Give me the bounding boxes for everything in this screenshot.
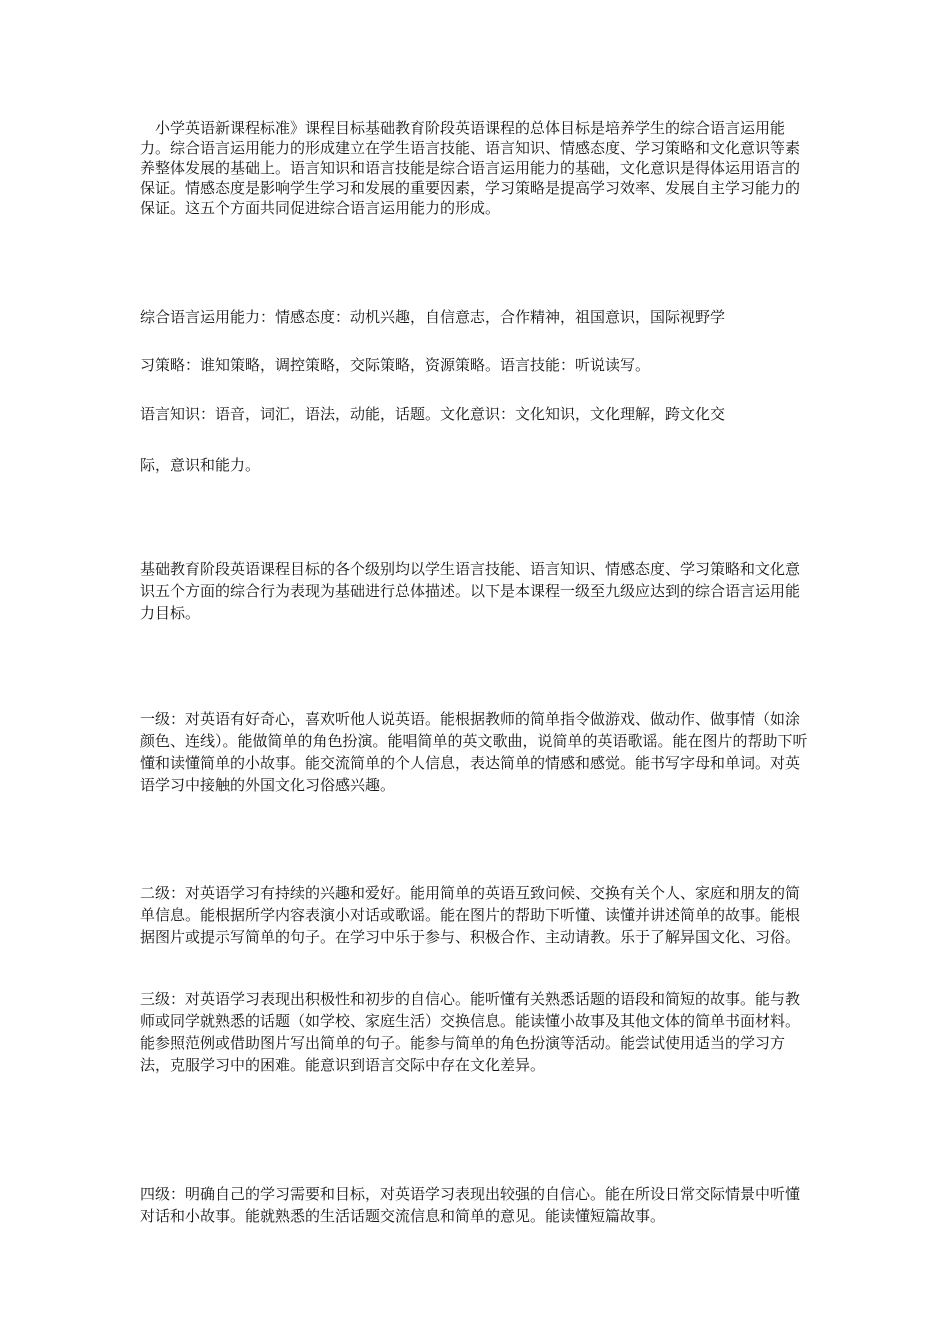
competence-line-4: 际，意识和能力。 [140, 456, 261, 474]
competence-line-1: 综合语言运用能力：情感态度：动机兴趣，自信意志，合作精神，祖国意识，国际视野学 [140, 308, 726, 326]
overview-paragraph: 基础教育阶段英语课程目标的各个级别均以学生语言技能、语言知识、情感态度、学习策略和文化意识五个方面的综合行为表现为基础进行总体描述。以下是本课程一级至九级应达到的综合语言运用能力目标。 [140, 560, 801, 622]
intro-paragraph: 小学英语新课程标准》课程目标基础教育阶段英语课程的总体目标是培养学生的综合语言运用能力。综合语言运用能力的形成建立在学生语言技能、语言知识、情感态度、学习策略和文化意识等素养整体发展的基础上。语言知识和语言技能是综合语言运用能力的基础，文化意识是得体运用语言的保证。情感态度是影响学生学习和发展的重要因素，学习策略是提高学习效率、发展自主学习能力的保证。这五个方面共同促进综合语言运用能力的形成。 [140, 119, 801, 217]
level-3-paragraph: 三级：对英语学习表现出积极性和初步的自信心。能听懂有关熟悉话题的语段和简短的故事。能与教师或同学就熟悉的话题（如学校、家庭生活）交换信息。能读懂小故事及其他文体的简单书面材料。能参照范例或借助图片写出简单的句子。能参与简单的角色扮演等活动。能尝试使用适当的学习方法，克服学习中的困难。能意识到语言交际中存在文化差异。 [140, 990, 801, 1074]
level-4-paragraph: 四级：明确自己的学习需要和目标，对英语学习表现出较强的自信心。能在所设日常交际情景中听懂对话和小故事。能就熟悉的生活话题交流信息和简单的意见。能读懂短篇故事。 [140, 1185, 801, 1225]
competence-line-2: 习策略：谁知策略，调控策略，交际策略，资源策略。语言技能：听说读写。 [140, 356, 651, 374]
competence-line-3: 语言知识：语音，词汇，语法，动能，话题。文化意识：文化知识，文化理解，跨文化交 [140, 405, 726, 423]
level-1-paragraph: 一级：对英语有好奇心，喜欢听他人说英语。能根据教师的简单指令做游戏、做动作、做事情（如涂颜色、连线）。能做简单的角色扮演。能唱简单的英文歌曲，说简单的英语歌谣。能在图片的帮助下听懂和读懂简单的小故事。能交流简单的个人信息，表达简单的情感和感觉。能书写字母和单词。对英语学习中接触的外国文化习俗感兴趣。 [140, 710, 808, 794]
level-2-paragraph: 二级：对英语学习有持续的兴趣和爱好。能用简单的英语互致问候、交换有关个人、家庭和朋友的简单信息。能根据所学内容表演小对话或歌谣。能在图片的帮助下听懂、读懂并讲述简单的故事。能根据图片或提示写简单的句子。在学习中乐于参与、积极合作、主动请教。乐于了解异国文化、习俗。 [140, 884, 801, 946]
